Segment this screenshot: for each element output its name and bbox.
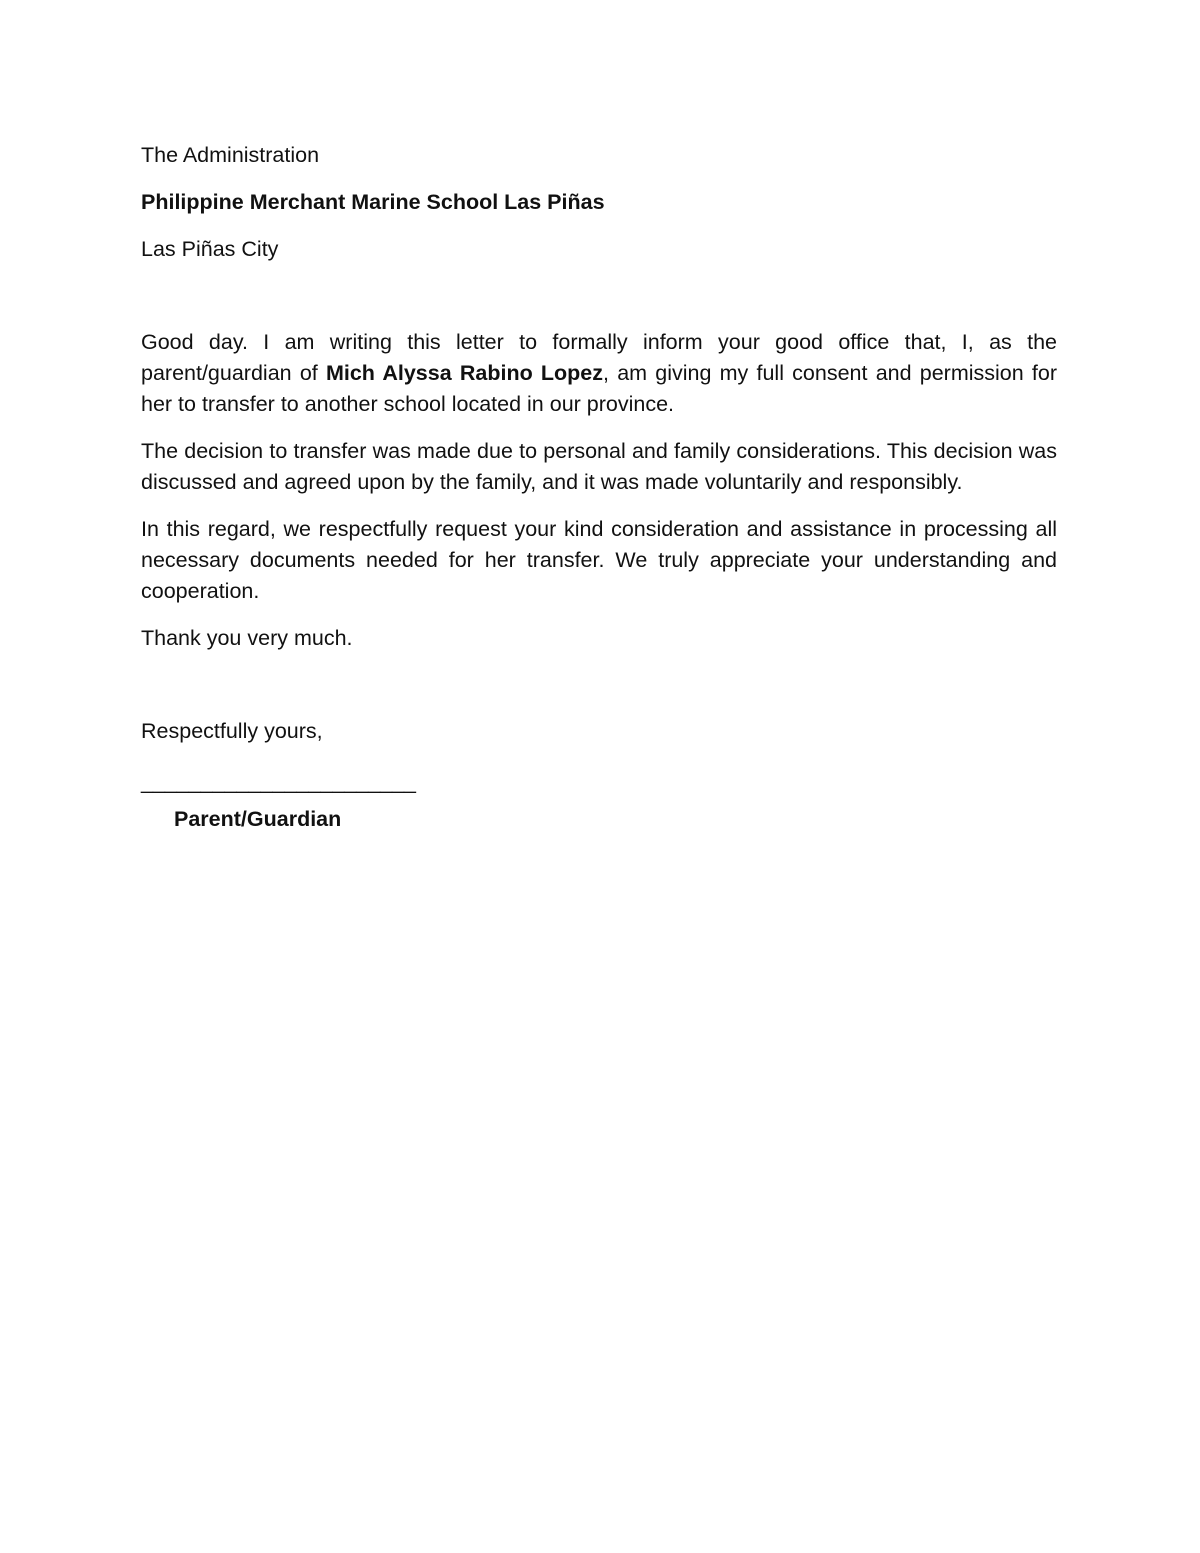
- recipient-name: The Administration: [141, 143, 320, 167]
- signer-title: Parent/Guardian: [174, 807, 342, 831]
- student-name: Mich Alyssa Rabino Lopez: [325, 361, 604, 385]
- paragraph-consent: [141, 327, 1057, 420]
- closing-salutation: Respectfully yours,: [141, 719, 323, 743]
- thank-you-line: Thank you very much.: [141, 626, 353, 650]
- letter-body: [141, 140, 1057, 835]
- paragraph-request: In this regard, we respectfully request your kind consideration and assistance in processing all necessary documents needed for her transfer. We truly appreciate your understanding and cooperation.: [141, 517, 1057, 603]
- recipient-organization: Philippine Merchant Marine School Las Piñas: [141, 190, 605, 214]
- paragraph-reason: The decision to transfer was made due to personal and family considerations. This decision was discussed and agreed upon by the family, and it was made voluntarily and responsibly.: [141, 439, 1057, 494]
- paragraph-consent-rest: , am giving my full consent and permission for her to transfer to another school located in our province.: [141, 361, 1058, 416]
- paragraph-consent-intro: Good day. I am writing this letter to formally inform your good office that, I, as the parent/guardian of: [141, 330, 1057, 385]
- recipient-city: Las Piñas City: [141, 237, 279, 261]
- signature-line: _______________________: [141, 770, 417, 794]
